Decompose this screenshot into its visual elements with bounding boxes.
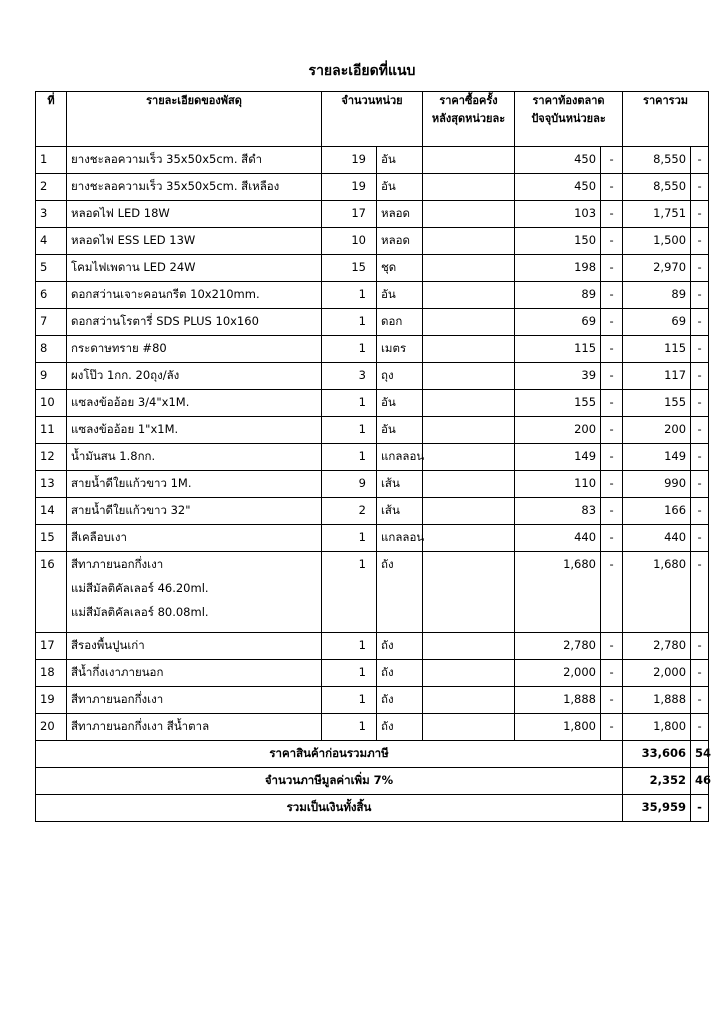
item-market-price: 39 bbox=[515, 363, 601, 390]
table-row bbox=[36, 255, 709, 282]
item-last-price bbox=[423, 687, 515, 714]
item-quantity bbox=[322, 444, 377, 471]
item-description-line: สีทาภายนอกกึ่งเงา bbox=[71, 557, 164, 571]
header-description: รายละเอียดของพัสดุ bbox=[67, 92, 322, 147]
item-quantity bbox=[322, 390, 377, 417]
item-description-line: สีทาภายนอกกึ่งเงา bbox=[71, 692, 164, 706]
item-total-decimal: - bbox=[691, 255, 709, 282]
item-quantity-value: 1 bbox=[358, 719, 366, 733]
item-quantity bbox=[322, 660, 377, 687]
item-description-line: แม่สีมัลติคัลเลอร์ 80.08ml. bbox=[71, 605, 209, 619]
item-quantity-value: 17 bbox=[351, 206, 366, 220]
summary-label: จำนวนภาษีมูลค่าเพิ่ม 7% bbox=[36, 768, 623, 795]
item-unit: ดอก bbox=[377, 309, 423, 336]
item-total: 2,970 bbox=[623, 255, 691, 282]
item-description-line: น้ำมันสน 1.8กก. bbox=[71, 449, 156, 463]
item-market-price-decimal: - bbox=[601, 282, 623, 309]
item-market-price-decimal: - bbox=[601, 552, 623, 633]
item-last-price bbox=[423, 228, 515, 255]
item-no: 15 bbox=[36, 525, 67, 552]
header-quantity: จำนวนหน่วย bbox=[322, 92, 423, 147]
item-total: 149 bbox=[623, 444, 691, 471]
item-total-decimal: - bbox=[691, 336, 709, 363]
item-market-price: 1,888 bbox=[515, 687, 601, 714]
item-description-line: หลอดไฟ LED 18W bbox=[71, 206, 170, 220]
table-row bbox=[36, 174, 709, 201]
item-description bbox=[67, 417, 322, 444]
item-last-price bbox=[423, 363, 515, 390]
item-description bbox=[67, 660, 322, 687]
item-description-line: แม่สีมัลติคัลเลอร์ 46.20ml. bbox=[71, 581, 209, 595]
table-row bbox=[36, 444, 709, 471]
item-market-price: 2,780 bbox=[515, 633, 601, 660]
item-market-price-decimal: - bbox=[601, 363, 623, 390]
item-market-price-decimal: - bbox=[601, 633, 623, 660]
item-unit: อัน bbox=[377, 282, 423, 309]
item-quantity-value: 1 bbox=[358, 395, 366, 409]
item-quantity-value: 15 bbox=[351, 260, 366, 274]
item-last-price bbox=[423, 147, 515, 174]
table-row bbox=[36, 660, 709, 687]
item-quantity-value: 19 bbox=[351, 152, 366, 166]
item-no: 13 bbox=[36, 471, 67, 498]
item-description bbox=[67, 525, 322, 552]
item-unit: แกลลอน bbox=[377, 525, 423, 552]
item-no: 4 bbox=[36, 228, 67, 255]
item-market-price-decimal: - bbox=[601, 255, 623, 282]
item-unit: ถัง bbox=[377, 714, 423, 741]
item-total: 155 bbox=[623, 390, 691, 417]
item-total: 8,550 bbox=[623, 147, 691, 174]
item-no: 2 bbox=[36, 174, 67, 201]
header-market-price-line1: ราคาท้องตลาด bbox=[532, 94, 605, 107]
item-total: 2,000 bbox=[623, 660, 691, 687]
item-quantity-value: 9 bbox=[358, 476, 366, 490]
item-no: 3 bbox=[36, 201, 67, 228]
item-description bbox=[67, 444, 322, 471]
item-last-price bbox=[423, 471, 515, 498]
header-last-price bbox=[423, 92, 515, 147]
summary-value: 33,606 bbox=[623, 741, 691, 768]
item-market-price: 450 bbox=[515, 147, 601, 174]
item-no: 18 bbox=[36, 660, 67, 687]
item-no: 17 bbox=[36, 633, 67, 660]
summary-value: 2,352 bbox=[623, 768, 691, 795]
item-no: 7 bbox=[36, 309, 67, 336]
header-row bbox=[36, 92, 709, 147]
item-market-price: 198 bbox=[515, 255, 601, 282]
item-no: 8 bbox=[36, 336, 67, 363]
summary-label: ราคาสินค้าก่อนรวมภาษี bbox=[36, 741, 623, 768]
item-description-line: ดอกสว่านเจาะคอนกรีต 10x210mm. bbox=[71, 287, 260, 301]
item-description bbox=[67, 498, 322, 525]
summary-label: รวมเป็นเงินทั้งสิ้น bbox=[36, 795, 623, 822]
item-total-decimal: - bbox=[691, 444, 709, 471]
item-no: 12 bbox=[36, 444, 67, 471]
item-total: 166 bbox=[623, 498, 691, 525]
header-last-price-line1: ราคาซื้อครั้ง bbox=[439, 94, 498, 107]
item-no: 9 bbox=[36, 363, 67, 390]
item-quantity-value: 1 bbox=[358, 449, 366, 463]
item-no: 14 bbox=[36, 498, 67, 525]
item-description-line: ยางชะลอความเร็ว 35x50x5cm. สีดำ bbox=[71, 152, 263, 166]
item-no: 5 bbox=[36, 255, 67, 282]
item-total: 1,680 bbox=[623, 552, 691, 633]
item-description-line: กระดาษทราย #80 bbox=[71, 341, 167, 355]
table-row bbox=[36, 201, 709, 228]
table-row bbox=[36, 714, 709, 741]
summary-value: 35,959 bbox=[623, 795, 691, 822]
item-quantity bbox=[322, 228, 377, 255]
item-description bbox=[67, 471, 322, 498]
item-total-decimal: - bbox=[691, 390, 709, 417]
item-market-price-decimal: - bbox=[601, 444, 623, 471]
item-total: 1,800 bbox=[623, 714, 691, 741]
header-market-price-line2: ปัจจุบันหน่วยละ bbox=[531, 112, 606, 125]
item-quantity-value: 2 bbox=[358, 503, 366, 517]
item-description bbox=[67, 363, 322, 390]
item-market-price: 150 bbox=[515, 228, 601, 255]
item-description-line: แซลงข้ออ้อย 3/4"x1M. bbox=[71, 395, 190, 409]
item-description-line: ดอกสว่านโรตารี่ SDS PLUS 10x160 bbox=[71, 314, 259, 328]
item-total-decimal: - bbox=[691, 147, 709, 174]
item-market-price: 450 bbox=[515, 174, 601, 201]
item-market-price-decimal: - bbox=[601, 687, 623, 714]
item-unit: ถุง bbox=[377, 363, 423, 390]
item-unit: อัน bbox=[377, 390, 423, 417]
item-quantity-value: 19 bbox=[351, 179, 366, 193]
item-unit: ถัง bbox=[377, 552, 423, 633]
item-total: 115 bbox=[623, 336, 691, 363]
table-row bbox=[36, 498, 709, 525]
item-quantity-value: 1 bbox=[358, 557, 366, 571]
item-unit: เมตร bbox=[377, 336, 423, 363]
item-market-price: 149 bbox=[515, 444, 601, 471]
item-market-price: 83 bbox=[515, 498, 601, 525]
item-market-price-decimal: - bbox=[601, 471, 623, 498]
summary-decimal: 54 bbox=[691, 741, 709, 768]
item-market-price-decimal: - bbox=[601, 147, 623, 174]
item-last-price bbox=[423, 201, 515, 228]
item-market-price: 69 bbox=[515, 309, 601, 336]
item-quantity bbox=[322, 471, 377, 498]
table-row bbox=[36, 525, 709, 552]
item-description-line: สายน้ำดีใยแก้วขาว 1M. bbox=[71, 476, 192, 490]
item-quantity bbox=[322, 633, 377, 660]
item-quantity bbox=[322, 525, 377, 552]
item-no: 10 bbox=[36, 390, 67, 417]
item-unit: เส้น bbox=[377, 498, 423, 525]
item-quantity-value: 1 bbox=[358, 638, 366, 652]
item-quantity bbox=[322, 363, 377, 390]
item-description-line: โคมไฟเพดาน LED 24W bbox=[71, 260, 196, 274]
item-quantity bbox=[322, 174, 377, 201]
item-total: 2,780 bbox=[623, 633, 691, 660]
item-unit: ถัง bbox=[377, 660, 423, 687]
item-total: 440 bbox=[623, 525, 691, 552]
item-total-decimal: - bbox=[691, 633, 709, 660]
item-total-decimal: - bbox=[691, 228, 709, 255]
item-quantity bbox=[322, 255, 377, 282]
item-total: 117 bbox=[623, 363, 691, 390]
item-last-price bbox=[423, 714, 515, 741]
item-total-decimal: - bbox=[691, 687, 709, 714]
item-market-price: 155 bbox=[515, 390, 601, 417]
item-market-price-decimal: - bbox=[601, 498, 623, 525]
table-row bbox=[36, 336, 709, 363]
table-row bbox=[36, 390, 709, 417]
header-market-price bbox=[515, 92, 623, 147]
item-last-price bbox=[423, 498, 515, 525]
item-total-decimal: - bbox=[691, 174, 709, 201]
item-quantity-value: 1 bbox=[358, 665, 366, 679]
header-last-price-line2: หลังสุดหน่วยละ bbox=[431, 112, 506, 125]
item-description-line: หลอดไฟ ESS LED 13W bbox=[71, 233, 196, 247]
item-market-price-decimal: - bbox=[601, 336, 623, 363]
item-quantity-value: 1 bbox=[358, 341, 366, 355]
item-market-price-decimal: - bbox=[601, 417, 623, 444]
item-no: 11 bbox=[36, 417, 67, 444]
item-unit: ถัง bbox=[377, 633, 423, 660]
table-row bbox=[36, 228, 709, 255]
item-description-line: สีทาภายนอกกึ่งเงา สีน้ำตาล bbox=[71, 719, 210, 733]
item-description-line: สีเคลือบเงา bbox=[71, 530, 127, 544]
table-row bbox=[36, 687, 709, 714]
item-total-decimal: - bbox=[691, 660, 709, 687]
item-quantity bbox=[322, 714, 377, 741]
item-quantity bbox=[322, 282, 377, 309]
item-total: 990 bbox=[623, 471, 691, 498]
item-description bbox=[67, 390, 322, 417]
item-description bbox=[67, 687, 322, 714]
item-total: 1,888 bbox=[623, 687, 691, 714]
table-row bbox=[36, 633, 709, 660]
item-total-decimal: - bbox=[691, 282, 709, 309]
summary-decimal: - bbox=[691, 795, 709, 822]
item-unit: อัน bbox=[377, 147, 423, 174]
item-description bbox=[67, 228, 322, 255]
item-market-price: 200 bbox=[515, 417, 601, 444]
item-market-price: 89 bbox=[515, 282, 601, 309]
item-market-price-decimal: - bbox=[601, 714, 623, 741]
item-quantity-value: 3 bbox=[358, 368, 366, 382]
item-quantity bbox=[322, 201, 377, 228]
item-description bbox=[67, 633, 322, 660]
item-market-price: 103 bbox=[515, 201, 601, 228]
item-total-decimal: - bbox=[691, 525, 709, 552]
item-market-price: 115 bbox=[515, 336, 601, 363]
item-quantity-value: 10 bbox=[351, 233, 366, 247]
item-description bbox=[67, 309, 322, 336]
table-row bbox=[36, 552, 709, 633]
item-description-line: สีรองพื้นปูนเก่า bbox=[71, 638, 145, 652]
item-unit: หลอด bbox=[377, 201, 423, 228]
item-total: 1,751 bbox=[623, 201, 691, 228]
table-row bbox=[36, 417, 709, 444]
items-table bbox=[35, 91, 712, 822]
item-market-price: 110 bbox=[515, 471, 601, 498]
item-last-price bbox=[423, 417, 515, 444]
item-unit: หลอด bbox=[377, 228, 423, 255]
item-market-price: 1,800 bbox=[515, 714, 601, 741]
item-total-decimal: - bbox=[691, 498, 709, 525]
item-market-price: 2,000 bbox=[515, 660, 601, 687]
item-total-decimal: - bbox=[691, 417, 709, 444]
item-quantity bbox=[322, 687, 377, 714]
item-description-line: แซลงข้ออ้อย 1"x1M. bbox=[71, 422, 179, 436]
item-no: 1 bbox=[36, 147, 67, 174]
item-quantity bbox=[322, 336, 377, 363]
item-market-price-decimal: - bbox=[601, 525, 623, 552]
item-last-price bbox=[423, 336, 515, 363]
item-total: 1,500 bbox=[623, 228, 691, 255]
item-description-line: ยางชะลอความเร็ว 35x50x5cm. สีเหลือง bbox=[71, 179, 280, 193]
item-total: 89 bbox=[623, 282, 691, 309]
item-quantity bbox=[322, 417, 377, 444]
item-quantity-value: 1 bbox=[358, 530, 366, 544]
summary-decimal: 46 bbox=[691, 768, 709, 795]
item-quantity bbox=[322, 147, 377, 174]
item-no: 19 bbox=[36, 687, 67, 714]
table-row bbox=[36, 147, 709, 174]
item-description bbox=[67, 147, 322, 174]
item-no: 16 bbox=[36, 552, 67, 633]
item-last-price bbox=[423, 174, 515, 201]
item-description-line: สายน้ำดีใยแก้วขาว 32" bbox=[71, 503, 191, 517]
item-market-price-decimal: - bbox=[601, 309, 623, 336]
item-description bbox=[67, 174, 322, 201]
item-description-line: สีน้ำกึ่งเงาภายนอก bbox=[71, 665, 164, 679]
item-market-price-decimal: - bbox=[601, 660, 623, 687]
item-quantity bbox=[322, 552, 377, 633]
summary-row bbox=[36, 741, 709, 768]
item-unit: อัน bbox=[377, 174, 423, 201]
item-market-price-decimal: - bbox=[601, 228, 623, 255]
item-total-decimal: - bbox=[691, 309, 709, 336]
item-last-price bbox=[423, 552, 515, 633]
table-row bbox=[36, 471, 709, 498]
item-total-decimal: - bbox=[691, 471, 709, 498]
item-unit: แกลลอน bbox=[377, 444, 423, 471]
item-description bbox=[67, 255, 322, 282]
item-last-price bbox=[423, 282, 515, 309]
item-unit: ชุด bbox=[377, 255, 423, 282]
item-description bbox=[67, 336, 322, 363]
item-quantity-value: 1 bbox=[358, 314, 366, 328]
item-market-price-decimal: - bbox=[601, 201, 623, 228]
item-total-decimal: - bbox=[691, 363, 709, 390]
item-market-price-decimal: - bbox=[601, 174, 623, 201]
item-quantity-value: 1 bbox=[358, 287, 366, 301]
item-description bbox=[67, 552, 322, 633]
summary-row bbox=[36, 768, 709, 795]
item-unit: ถัง bbox=[377, 687, 423, 714]
table-row bbox=[36, 363, 709, 390]
item-description bbox=[67, 282, 322, 309]
item-description bbox=[67, 201, 322, 228]
item-unit: อัน bbox=[377, 417, 423, 444]
item-last-price bbox=[423, 390, 515, 417]
item-last-price bbox=[423, 660, 515, 687]
item-unit: เส้น bbox=[377, 471, 423, 498]
item-last-price bbox=[423, 525, 515, 552]
item-last-price bbox=[423, 255, 515, 282]
summary-row bbox=[36, 795, 709, 822]
item-quantity-value: 1 bbox=[358, 422, 366, 436]
item-quantity bbox=[322, 309, 377, 336]
item-total-decimal: - bbox=[691, 552, 709, 633]
item-total: 200 bbox=[623, 417, 691, 444]
item-market-price: 440 bbox=[515, 525, 601, 552]
item-total: 8,550 bbox=[623, 174, 691, 201]
item-description bbox=[67, 714, 322, 741]
header-no: ที่ bbox=[36, 92, 67, 147]
item-market-price: 1,680 bbox=[515, 552, 601, 633]
page-title: รายละเอียดที่แนบ bbox=[308, 63, 416, 79]
item-last-price bbox=[423, 309, 515, 336]
item-no: 6 bbox=[36, 282, 67, 309]
item-description-line: ผงโป๊ว 1กก. 20ถุง/ลัง bbox=[71, 368, 180, 382]
item-quantity-value: 1 bbox=[358, 692, 366, 706]
header-total: ราคารวม bbox=[623, 92, 709, 147]
item-no: 20 bbox=[36, 714, 67, 741]
item-total-decimal: - bbox=[691, 714, 709, 741]
item-total: 69 bbox=[623, 309, 691, 336]
item-last-price bbox=[423, 633, 515, 660]
item-quantity bbox=[322, 498, 377, 525]
item-total-decimal: - bbox=[691, 201, 709, 228]
table-row bbox=[36, 309, 709, 336]
item-last-price bbox=[423, 444, 515, 471]
table-row bbox=[36, 282, 709, 309]
item-market-price-decimal: - bbox=[601, 390, 623, 417]
